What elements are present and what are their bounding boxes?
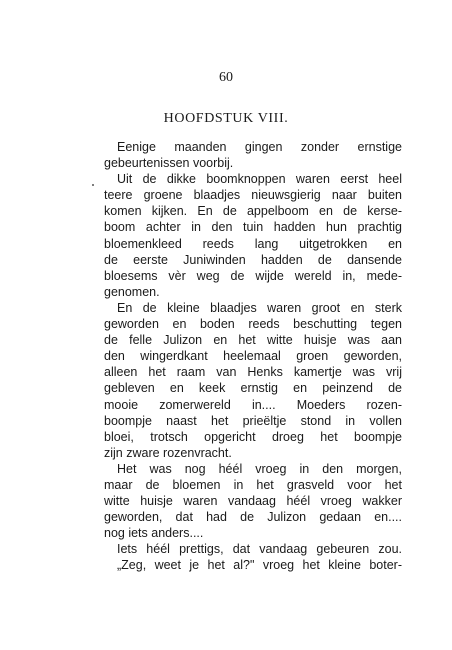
text-line: Uit de dikke boomknoppen waren eerst heel	[117, 172, 402, 187]
text-line: gebleven en keek ernstig en peinzend de	[104, 381, 402, 396]
text-line: zijn zware rozenvracht.	[104, 445, 232, 460]
text-line: Iets héél prettigs, dat vandaag gebeuren zou.	[117, 542, 402, 557]
text-line: „Zeg, weet je het al?" vroeg het kleine boter-	[117, 558, 402, 573]
text-line: maar de bloemen in het grasveld voor het	[104, 477, 402, 492]
margin-mark	[92, 184, 94, 186]
text-line: de eerste Juniwinden hadden de dansende	[104, 252, 402, 267]
text-line: genomen.	[104, 284, 160, 299]
text-line: geworden, dat had de Julizon gedaan en....	[104, 510, 402, 525]
text-line: bloemenkleed reeds lang uitgetrokken en	[104, 236, 402, 251]
text-line: boompje naast het prieëltje stond in vollen	[104, 413, 402, 428]
text-line: boom achter in den tuin hadden hun prachtig	[104, 220, 402, 235]
text-line: komen kijken. En de appelboom en de kerse-	[104, 204, 402, 219]
page-number: 60	[219, 70, 233, 85]
text-line: nog iets anders....	[104, 526, 204, 541]
text-line: mooie zomerwereld in.... Moeders rozen-	[104, 397, 402, 412]
text-line: witte huisje waren vandaag héél vroeg wakker	[104, 494, 402, 509]
text-line: geworden en boden reeds beschutting tegen	[104, 317, 402, 332]
text-line: bloesems vèr weg de wijde wereld in, mede-	[104, 268, 402, 283]
text-line: teere groene blaadjes nieuwsgierig naar buiten	[104, 188, 402, 203]
body-text	[104, 139, 402, 574]
text-line: de felle Julizon en het witte huisje was aan	[104, 333, 402, 348]
text-line: Het was nog héél vroeg in den morgen,	[117, 461, 402, 476]
chapter-heading: HOOFDSTUK VIII.	[163, 111, 289, 126]
text-line: Eenige maanden gingen zonder ernstige	[117, 140, 402, 154]
text-line: bloei, trotsch opgericht droeg het boompje	[104, 429, 402, 444]
text-line: En de kleine blaadjes waren groot en sterk	[117, 300, 402, 315]
text-line: den wingerdkant heelemaal groen geworden,	[104, 349, 402, 364]
text-line: gebeurtenissen voorbij.	[104, 156, 234, 171]
text-line: alleen het raam van Henks kamertje was vrij	[104, 365, 402, 380]
